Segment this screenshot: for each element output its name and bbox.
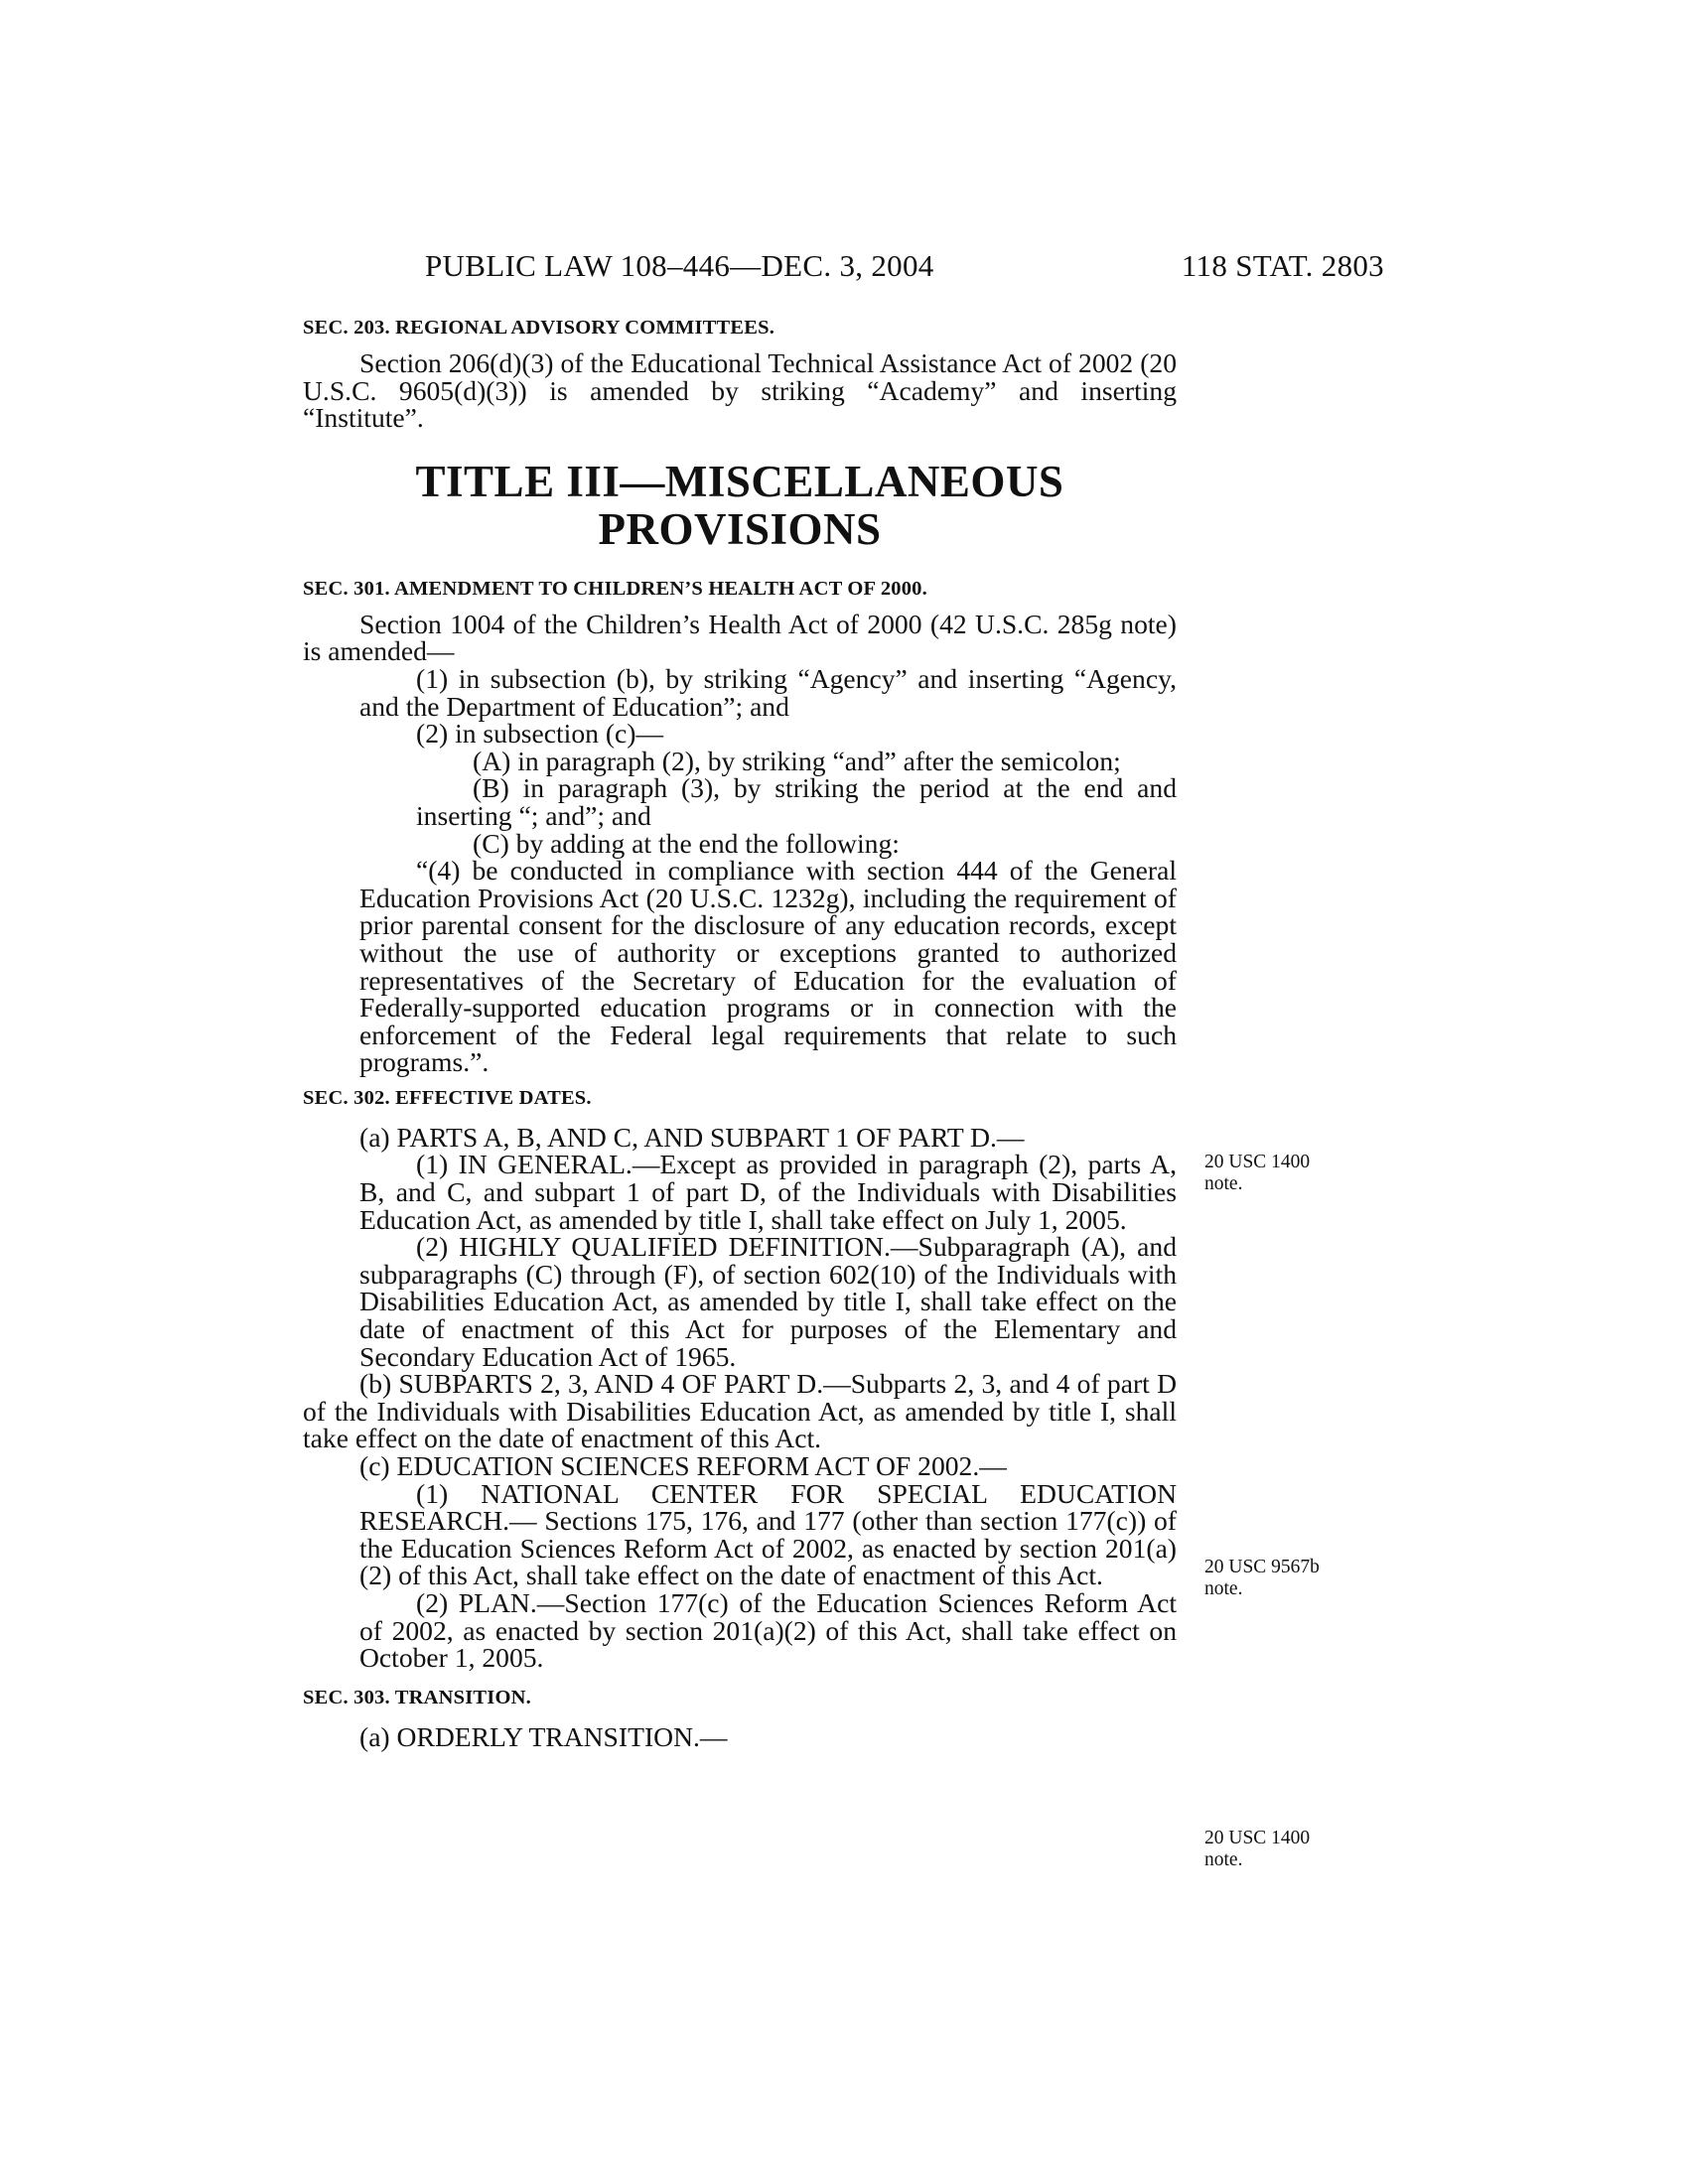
sec-301-para-A: (A) in paragraph (2), by striking “and” after the semicolon; bbox=[473, 745, 1121, 776]
sec-302-subsec-c-heading: EDUCATION SCIENCES REFORM ACT OF 2002.— bbox=[396, 1450, 1007, 1481]
sec-302-subsec-b-heading: SUBPARTS 2, 3, AND 4 OF PART D. bbox=[398, 1368, 824, 1400]
sec-303-heading: SEC. 303. TRANSITION. bbox=[303, 1686, 531, 1708]
sec-302-c-para-1: (1) NATIONAL CENTER FOR SPECIAL EDUCATION RESEARCH.— Sections 175, 176, and 177 (other than section 177(c)) of the Education Sciences Reform Act of 2002, as enacted by section 201(a)(2) of this Act, shall take effect on the date of enactment of this Act. bbox=[359, 1477, 1177, 1591]
sec-302-subsec-a-heading: PARTS A, B, AND C, AND SUBPART 1 OF PART D.— bbox=[396, 1121, 1025, 1153]
page-body bbox=[303, 316, 1177, 1750]
title-iii-line2: PROVISIONS bbox=[598, 503, 882, 554]
sec-302-subsec-c: (c) EDUCATION SCIENCES REFORM ACT OF 2002.— bbox=[359, 1450, 1007, 1481]
sec-303-subsec-a: (a) ORDERLY TRANSITION.— bbox=[359, 1720, 728, 1752]
running-title: PUBLIC LAW 108–446—DEC. 3, 2004 bbox=[425, 248, 934, 283]
sec-302-c2-heading: PLAN. bbox=[458, 1586, 537, 1618]
sec-302-a-para-2: (2) HIGHLY QUALIFIED DEFINITION.—Subparagraph (A), and subparagraphs (C) through (F), of section 602(10) of the Individuals with Disabilities Education Act, as amended by title I, shall take effect on the date of enactment of this Act for purposes of the Elementary and Secondary Education Act of 1965. bbox=[359, 1231, 1177, 1372]
sec-302-c1-heading: NATIONAL CENTER FOR SPECIAL EDUCATION RESEARCH. bbox=[359, 1477, 1177, 1537]
sec-301-intro: Section 1004 of the Children’s Health Act of 2000 (42 U.S.C. 285g note) is amended— bbox=[303, 608, 1177, 667]
sec-302-c-para-2: (2) PLAN.—Section 177(c) of the Education Sciences Reform Act of 2002, as enacted by section 201(a)(2) of this Act, shall take effect on October 1, 2005. bbox=[359, 1586, 1177, 1674]
sec-203-text: Section 206(d)(3) of the Educational Technical Assistance Act of 2002 (20 U.S.C. 9605(d)(3)) is amended by striking “Academy” and inserting “Institute”. bbox=[303, 347, 1177, 434]
sec-301-para-B: (B) in paragraph (3), by striking the period at the end and inserting “; and”; and bbox=[416, 772, 1177, 831]
title-iii-line1: TITLE III—MISCELLANEOUS bbox=[415, 456, 1064, 506]
sec-303-subsec-a-heading: ORDERLY TRANSITION.— bbox=[396, 1720, 728, 1752]
sec-301-quoted-para-4: “(4) be conducted in compliance with section 444 of the General Education Provisions Act (20 U.S.C. 1232g), including the requirement of prior parental consent for the disclosure of any education records, except without the use of authority or exceptions granted to authorized representatives of the Secretary of Education for the evaluation of Federally-supported education programs or in connection with the enforcement of the Federal legal requirements that relate to such programs.”. bbox=[359, 855, 1177, 1078]
sec-302-a2-heading: HIGHLY QUALIFIED DEFINITION. bbox=[459, 1231, 891, 1263]
margin-note-usc-1400: 20 USC 1400 note. bbox=[1204, 1152, 1311, 1194]
sec-302-heading: SEC. 302. EFFECTIVE DATES. bbox=[303, 1086, 592, 1109]
sec-302-subsec-a: (a) PARTS A, B, AND C, AND SUBPART 1 OF PART D.— bbox=[359, 1121, 1025, 1153]
sec-302-a1-heading: IN GENERAL. bbox=[458, 1149, 633, 1180]
sec-301-heading: SEC. 301. AMENDMENT TO CHILDREN’S HEALTH ACT OF 2000. bbox=[303, 577, 927, 600]
sec-301-para-C: (C) by adding at the end the following: bbox=[473, 827, 900, 859]
sec-203-heading: SEC. 203. REGIONAL ADVISORY COMMITTEES. bbox=[303, 317, 775, 339]
margin-note-usc-9567b: 20 USC 9567b note. bbox=[1204, 1557, 1320, 1599]
sec-301-para-1: (1) in subsection (b), by striking “Agency” and inserting “Agency, and the Department of Education”; and bbox=[359, 662, 1177, 722]
page-header bbox=[425, 248, 1384, 288]
sec-302-a-para-1: (1) IN GENERAL.—Except as provided in paragraph (2), parts A, B, and C, and subpart 1 of part D, of the Individuals with Disabilities Education Act, as amended by title I, shall take effect on July 1, 2005. bbox=[359, 1149, 1177, 1235]
sec-302-subsec-b: (b) SUBPARTS 2, 3, AND 4 OF PART D.—Subparts 2, 3, and 4 of part D of the Individuals with Disabilities Education Act, as amended by title I, shall take effect on the date of enactment of this Act. bbox=[303, 1368, 1178, 1454]
margin-note-usc-1400-transition: 20 USC 1400 note. bbox=[1204, 1828, 1311, 1870]
stat-page-number: 118 STAT. 2803 bbox=[1181, 248, 1384, 283]
sec-301-para-2: (2) in subsection (c)— bbox=[416, 718, 664, 750]
